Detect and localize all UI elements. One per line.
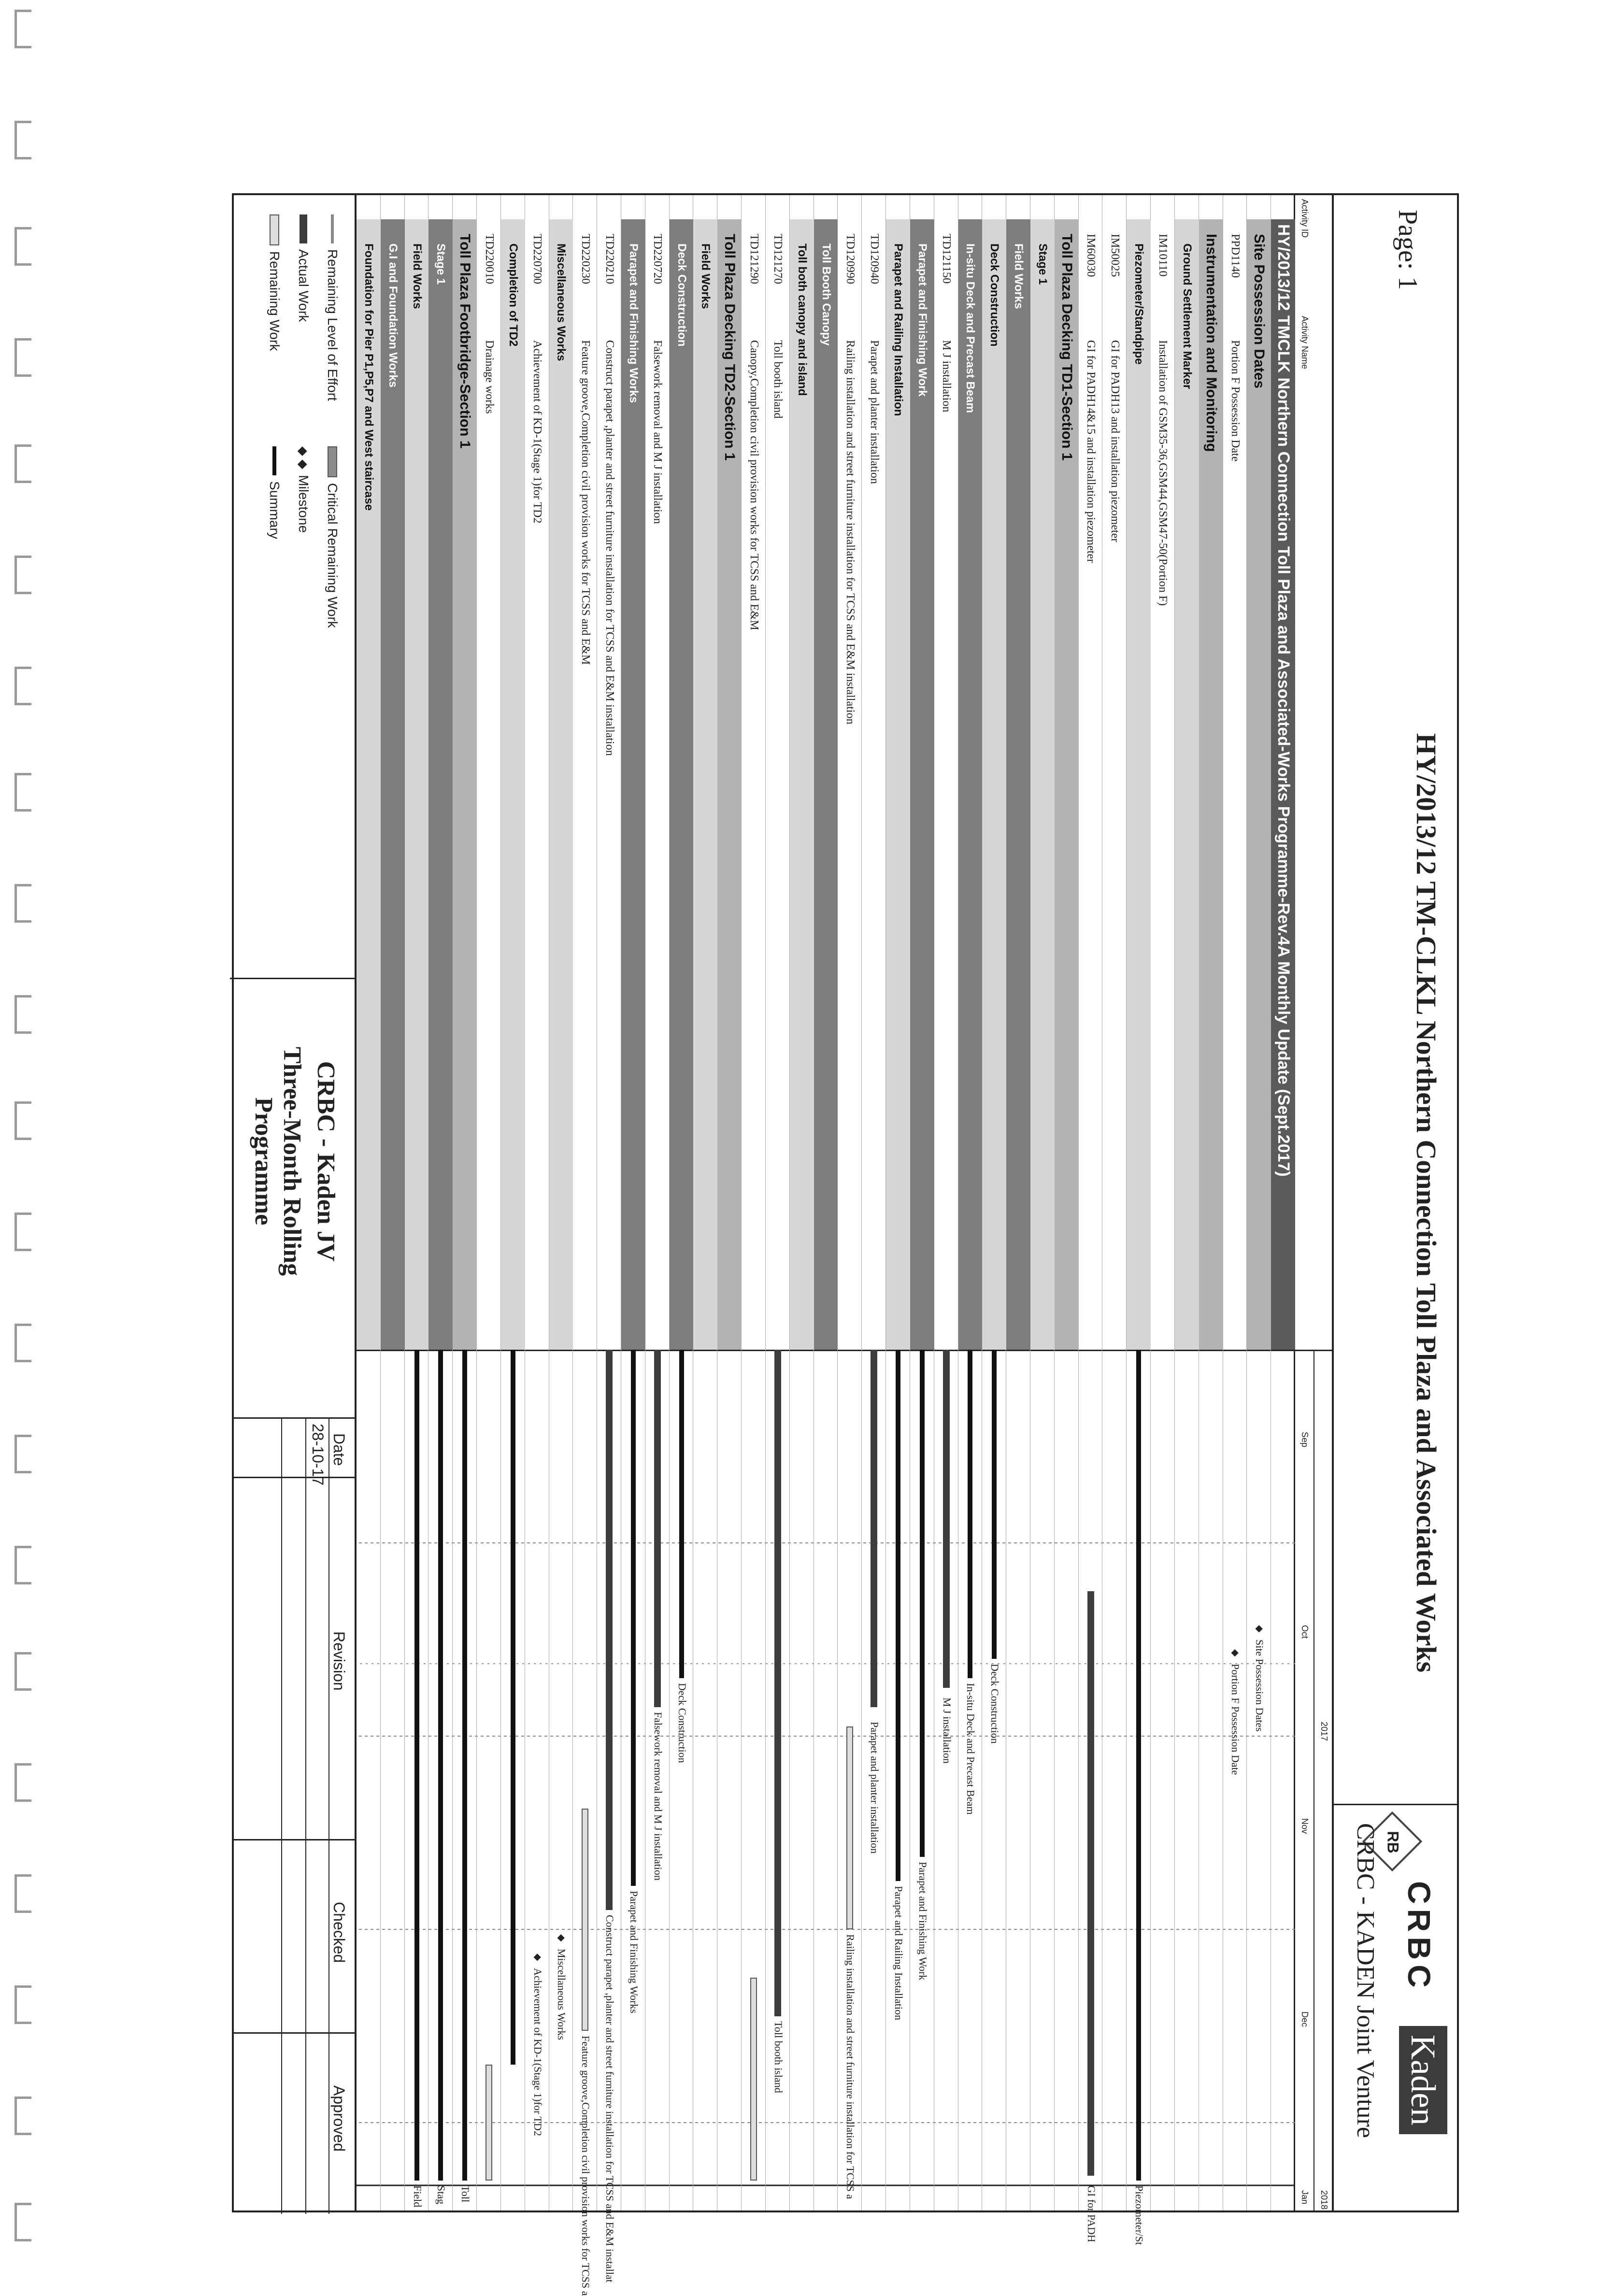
- title-row: [1332, 195, 1457, 2210]
- group-row: [814, 195, 838, 2210]
- group-row: [1054, 195, 1079, 2210]
- month-sep: Sep: [1300, 1432, 1310, 1448]
- summary-icon: [272, 446, 276, 475]
- gantt-label: Portion F Possession Date: [1229, 1664, 1242, 1775]
- binder-hole: [14, 556, 31, 594]
- group-label: Deck Construction: [988, 243, 1001, 347]
- group-label: Field Works: [410, 243, 424, 309]
- legend-milestone: ◆ ◆ Milestone: [296, 446, 311, 533]
- activity-description: Falsework removal and M J installation: [651, 340, 664, 524]
- month-dec: Dec: [1300, 2011, 1310, 2027]
- gantt-bar: [943, 1350, 950, 1688]
- legend-actual-work: Actual Work: [296, 214, 311, 322]
- binder-hole: [14, 1546, 31, 1584]
- gantt-label: M J installation: [941, 1697, 953, 1764]
- group-label: Toll Plaza Footbridge-Section 1: [457, 234, 473, 449]
- group-row: [982, 195, 1006, 2210]
- activity-description: GI for PADH13 and installation piezometer: [1108, 340, 1121, 542]
- binder-hole: [14, 1101, 31, 1140]
- group-label: Toll Booth Canopy: [819, 243, 833, 346]
- gantt-bar: [606, 1350, 613, 1910]
- group-row: [1199, 195, 1223, 2210]
- group-row: [1030, 195, 1055, 2210]
- gantt-bar: [511, 1350, 515, 2065]
- activity-description: Feature groove,Completion civil provision works for TCSS and E&M: [579, 340, 592, 665]
- group-row: [380, 195, 405, 2210]
- group-label: Site Possession Dates: [1251, 234, 1268, 389]
- gantt-bar: [846, 1726, 853, 1929]
- gantt-label: Parapet and Finishing Works: [628, 1891, 640, 2013]
- activity-id: IM60030: [1085, 234, 1098, 277]
- gantt-bar: [896, 1350, 900, 1881]
- month-nov: Nov: [1300, 1818, 1310, 1834]
- group-label: Parapet and Finishing Work: [915, 243, 929, 397]
- col-activity-id: Activity ID: [1300, 199, 1310, 238]
- milestone-icon: ◆: [1254, 1625, 1265, 1633]
- group-label: Instrumentation and Monitoring: [1203, 234, 1219, 452]
- group-label: Toll Plaza Decking TD1-Section 1: [1058, 234, 1075, 461]
- group-row: [1174, 195, 1199, 2210]
- activity-description: Drainage works: [483, 340, 496, 414]
- gantt-bar: [1136, 1350, 1141, 2181]
- activity-description: Portion F Possession Date: [1228, 340, 1242, 462]
- gantt-label: Parapet and Railing Installation: [892, 1886, 905, 2020]
- binder-hole: [14, 227, 31, 266]
- gantt-label: Achievement of KD-1(Stage 1)for TD2: [531, 1968, 544, 2136]
- gantt-label: Toll booth island: [772, 2021, 785, 2093]
- gantt-label: Parapet and Finishing Work: [916, 1862, 929, 1981]
- gantt-bar: [414, 1350, 419, 2181]
- group-label: Foundation for Pier P1,P5,P7 and West staircase: [362, 243, 375, 511]
- gantt-bar: [871, 1350, 877, 1707]
- binder-hole: [14, 1874, 31, 1913]
- activity-id: PPD1140: [1228, 234, 1242, 278]
- gantt-label: Toll: [459, 2185, 472, 2203]
- milestone-icon: ◆: [556, 1934, 567, 1942]
- gantt-label: Parapet and planter installation: [869, 1722, 881, 1854]
- gantt-bar: [462, 1350, 467, 2181]
- activity-id: TD220720: [651, 234, 664, 284]
- binder-hole: [14, 995, 31, 1034]
- crbc-logo: CRBC: [1401, 1881, 1437, 1993]
- gantt-label: Site Possession Dates: [1254, 1640, 1266, 1732]
- gantt-bar: [485, 2065, 492, 2181]
- binder-hole: [14, 2096, 31, 2135]
- milestone-icon: ◆: [532, 1954, 543, 1961]
- activity-row: [476, 195, 501, 2210]
- activity-id: IM50025: [1108, 234, 1121, 277]
- group-label: Completion of TD2: [506, 243, 520, 347]
- group-row: [1246, 195, 1271, 2210]
- page-number: Page: 1: [1393, 210, 1423, 290]
- activity-id: TD220700: [531, 234, 544, 284]
- rev-header-approved: Approved: [330, 2085, 348, 2152]
- gantt-bar: [438, 1350, 443, 2181]
- rev-header-date: Date: [330, 1433, 348, 1466]
- gantt-label: Deck Construction: [989, 1664, 1001, 1744]
- gantt-label: In-situ Deck and Precast Beam: [965, 1683, 977, 1815]
- gantt-bar: [774, 1350, 781, 2016]
- column-header: [1294, 195, 1334, 2210]
- activity-id: TD220210: [603, 234, 616, 284]
- group-label: G.I and Foundation Works: [386, 243, 400, 388]
- jv-name: CRBC - KADEN Joint Venture: [1352, 1823, 1379, 2138]
- logo-area: [1334, 1804, 1457, 2212]
- activity-row: [645, 195, 670, 2210]
- binder-hole: [14, 1985, 31, 2024]
- binder-hole: [14, 1652, 31, 1691]
- gantt-label: Falsework removal and M J installation: [652, 1712, 664, 1881]
- activity-id: TD120940: [868, 234, 881, 284]
- group-label: Ground Settlement Marker: [1180, 243, 1194, 389]
- gantt-bar: [992, 1350, 997, 1659]
- group-label: HY/2013/12 TMCLK Northern Connection Toll Plaza and Associated-Works Programme-Rev.4A Monthly Update (Sept.2017): [1274, 224, 1293, 1177]
- binder-hole: [14, 884, 31, 923]
- rev-date: 28-10-17: [309, 1424, 327, 1486]
- gantt-label: Railing installation and street furniture installation for TCSS a: [844, 1934, 857, 2199]
- binder-hole: [14, 444, 31, 483]
- group-label: Miscellaneous Works: [555, 243, 568, 361]
- group-row: [1271, 195, 1295, 2210]
- group-row: [549, 195, 573, 2210]
- group-label: Parapet and Railing Installation: [891, 243, 905, 416]
- legend-remaining-effort: Remaining Level of Effort: [325, 214, 340, 401]
- gantt-label: Construct parapet ,planter and street furniture installation for TCSS and E&M installat: [604, 1915, 616, 2282]
- gantt-bar: [920, 1350, 925, 1857]
- activity-row: [861, 195, 886, 2210]
- gantt-label: Deck Construction: [676, 1683, 688, 1763]
- group-label: Parapet and Finishing Works: [627, 243, 640, 403]
- activity-id: TD220010: [483, 234, 496, 284]
- gantt-bar: [750, 1978, 757, 2181]
- binder-hole: [14, 2203, 31, 2241]
- group-row: [669, 195, 694, 2210]
- group-row: [693, 195, 718, 2210]
- document-title: HY/2013/12 TM-CLKL Northern Connection Toll Plaza and Associated Works: [1411, 733, 1442, 1673]
- footer-title: CRBC - Kaden JV: [312, 1061, 340, 1262]
- binder-hole: [14, 1763, 31, 1802]
- col-activity-name: Activity Name: [1300, 316, 1310, 370]
- activity-id: TD121290: [747, 234, 760, 284]
- group-row: [958, 195, 983, 2210]
- gantt-bar: [1087, 1591, 1094, 2176]
- group-label: In-situ Deck and Precast Beam: [964, 243, 977, 413]
- activity-id: TD120990: [843, 234, 857, 284]
- group-row: [717, 195, 742, 2210]
- activity-id: IM10110: [1156, 234, 1170, 277]
- activity-id: TD220230: [579, 234, 592, 284]
- group-label: Field Works: [699, 243, 713, 309]
- binder-hole: [14, 667, 31, 705]
- revision-table: [232, 1417, 355, 2214]
- gantt-bar: [631, 1350, 636, 1886]
- gantt-bar: [968, 1350, 972, 1678]
- group-label: Stage 1: [1036, 243, 1049, 285]
- year-2018: 2018: [1319, 2190, 1329, 2210]
- activity-description: Canopy,Completion civil provision works for TCSS and E&M: [747, 340, 760, 630]
- kaden-logo: Kaden: [1399, 2026, 1447, 2134]
- activity-description: Parapet and planter installation: [868, 340, 881, 484]
- activity-row: [741, 195, 766, 2210]
- activity-description: Achievement of KD-1(Stage 1)for TD2: [531, 340, 544, 524]
- group-row: [1006, 195, 1030, 2210]
- rev-header-checked: Checked: [330, 1902, 348, 1963]
- rb-logo: RB: [1362, 1811, 1422, 1871]
- activity-row: [525, 195, 549, 2210]
- footer: [230, 195, 357, 2210]
- activity-row: [934, 195, 958, 2210]
- binder-hole: [14, 338, 31, 377]
- gantt-label: Miscellaneous Works: [556, 1949, 568, 2040]
- group-row: [356, 195, 381, 2210]
- milestone-icon: ◆: [1230, 1649, 1241, 1657]
- binder-hole: [14, 121, 31, 159]
- group-label: Toll Plaza Decking TD2-Section 1: [722, 234, 738, 461]
- binder-hole: [14, 773, 31, 812]
- activity-row: [1223, 195, 1247, 2210]
- group-label: Stage 1: [434, 243, 448, 285]
- gantt-bar: [679, 1350, 684, 1678]
- month-jan: Jan: [1300, 2190, 1310, 2205]
- gantt-bar: [654, 1350, 661, 1707]
- programme-sheet: [232, 193, 1459, 2296]
- activity-description: Installation of GSM35-36,GSM44,GSM47-50(Portion F): [1156, 340, 1170, 606]
- gantt-label: Field: [411, 2185, 424, 2208]
- binder-hole: [14, 10, 31, 48]
- group-label: Piezometer/Standpipe: [1132, 243, 1146, 365]
- gantt-grid: [357, 195, 1295, 2296]
- activity-description: Toll booth island: [771, 340, 785, 419]
- activity-id: TD121150: [940, 234, 953, 284]
- binder-hole: [14, 1212, 31, 1251]
- binder-hole: [14, 1324, 31, 1362]
- group-label: Toll both canopy and island: [795, 243, 809, 396]
- group-label: Deck Construction: [675, 243, 688, 347]
- activity-description: Construct parapet ,planter and street furniture installation for TCSS and E&M installation: [603, 340, 616, 756]
- gantt-label: Stag: [435, 2185, 448, 2205]
- legend-critical-remaining: Critical Remaining Work: [325, 446, 340, 628]
- activity-row: [1102, 195, 1127, 2210]
- gantt-label: Feature groove,Completion civil provision works for TCSS a: [580, 2036, 592, 2296]
- gantt-label: Piezometer/St: [1133, 2185, 1146, 2245]
- footer-subtitle: Three-Month Rolling Programme: [250, 1046, 306, 1276]
- activity-description: Railing installation and street furniture installation for TCSS and E&M installation: [843, 340, 857, 725]
- gantt-bar: [582, 1809, 588, 2031]
- group-row: [789, 195, 814, 2210]
- group-label: Field Works: [1012, 243, 1026, 309]
- activity-description: GI for PADH14&15 and installation piezometer: [1085, 340, 1098, 563]
- legend-remaining-work: Remaining Work: [267, 214, 282, 351]
- milestone-icon: ◆ ◆: [296, 446, 311, 470]
- activity-row: [1150, 195, 1175, 2210]
- year-2017: 2017: [1319, 1722, 1329, 1741]
- activity-id: TD121270: [771, 234, 785, 284]
- rev-header-revision: Revision: [330, 1631, 348, 1691]
- legend-summary: Summary: [267, 446, 282, 539]
- gantt-label: GI for PADH: [1085, 2185, 1098, 2242]
- month-oct: Oct: [1300, 1625, 1310, 1639]
- activity-description: M J installation: [940, 340, 953, 413]
- binder-hole: [14, 1435, 31, 1473]
